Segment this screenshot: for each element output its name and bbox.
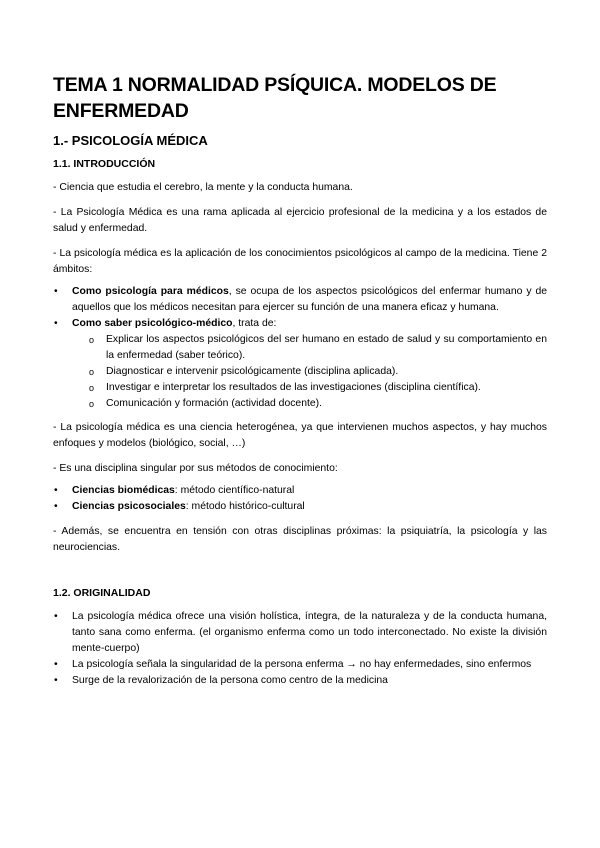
spacer (53, 565, 547, 585)
bullet-icon: • (54, 675, 58, 686)
circle-bullet-icon: o (89, 367, 95, 377)
subsection-heading-originalidad: 1.2. ORIGINALIDAD (53, 587, 151, 599)
list-item-text: : método científico-natural (174, 485, 295, 496)
bullet-icon: • (54, 286, 58, 297)
paragraph-tension: - Además, se encuentra en tensión con otras disciplinas próximas: la psiquiatría, la psicología y las neurociencias. (53, 526, 547, 553)
paragraph-definition: - Ciencia que estudia el cerebro, la mente y la conducta humana. (53, 182, 353, 193)
bullet-icon: • (54, 659, 58, 670)
bullet-icon: • (54, 501, 58, 512)
list-item: • Surge de la revalorización de la persona como centro de la medicina (53, 673, 547, 689)
paragraph-applied-branch: - La Psicología Médica es una rama aplicada al ejercicio profesional de la medicina y a los estados de salud y enfermedad. (53, 207, 547, 234)
paragraph-heterogeneous: - La psicología médica es una ciencia heterogénea, ya que intervienen muchos aspectos, y hay muchos enfoques y modelos (biológico, social, …) (53, 422, 547, 449)
sublist-item: o Explicar los aspectos psicológicos del ser humano en estado de salud y su comportamiento en la enfermedad (saber teórico). (89, 334, 547, 361)
list-item: • La psicología médica ofrece una visión holística, íntegra, de la naturaleza y de la conducta humana, tanto sana como enferma. (el organismo enferma como un todo interconectado. No existe la división mente-cuerpo) (54, 611, 547, 654)
list-item (53, 483, 547, 499)
sublist-item: o Comunicación y formación (actividad docente). (89, 396, 547, 412)
list-item-bold: Ciencias psicosociales (72, 501, 186, 512)
circle-bullet-icon: o (89, 335, 95, 345)
bullet-icon: • (54, 318, 58, 329)
sublist-item: o Diagnosticar e intervenir psicológicamente (disciplina aplicada). (89, 364, 547, 380)
circle-bullet-icon: o (89, 399, 95, 409)
paragraph-two-areas: - La psicología médica es la aplicación de los conocimientos psicológicos al campo de la medicina. Tiene 2 ámbitos: (53, 248, 547, 275)
list-item (53, 499, 547, 515)
document-title: TEMA 1 NORMALIDAD PSÍQUICA. MODELOS DE ENFERMEDAD (53, 74, 497, 122)
list-item-bold: Como saber psicológico-médico (72, 318, 233, 329)
list-item-text: , trata de: (232, 318, 277, 329)
list-item-bold: Ciencias biomédicas (72, 485, 175, 496)
circle-bullet-icon: o (89, 383, 95, 393)
originality-list (53, 609, 547, 689)
paragraph-methods: - Es una disciplina singular por sus métodos de conocimiento: (53, 463, 338, 474)
subsection-heading-introduccion: 1.1. INTRODUCCIÓN (53, 158, 156, 170)
section-heading-psicologia-medica: 1.- PSICOLOGÍA MÉDICA (53, 133, 208, 148)
bullet-icon: • (54, 485, 58, 496)
sublist-item: o Investigar e interpretar los resultados de las investigaciones (disciplina científica). (89, 380, 547, 396)
sublist (72, 332, 547, 412)
areas-list (53, 284, 547, 412)
list-item-bold: Como psicología para médicos (72, 286, 229, 297)
list-item: • La psicología señala la singularidad de la persona enferma → no hay enfermedades, sino enfermos (53, 657, 547, 673)
list-item-text: , se ocupa de los aspectos psicológicos del enfermar humano y de aquellos que los médicos necesitan para ejercer su función de una manera eficaz y humana. (72, 286, 548, 313)
list-item (53, 316, 547, 412)
methods-list (53, 483, 547, 515)
list-item (53, 284, 547, 316)
list-item-text: : método histórico-cultural (185, 501, 305, 512)
bullet-icon: • (54, 611, 58, 622)
